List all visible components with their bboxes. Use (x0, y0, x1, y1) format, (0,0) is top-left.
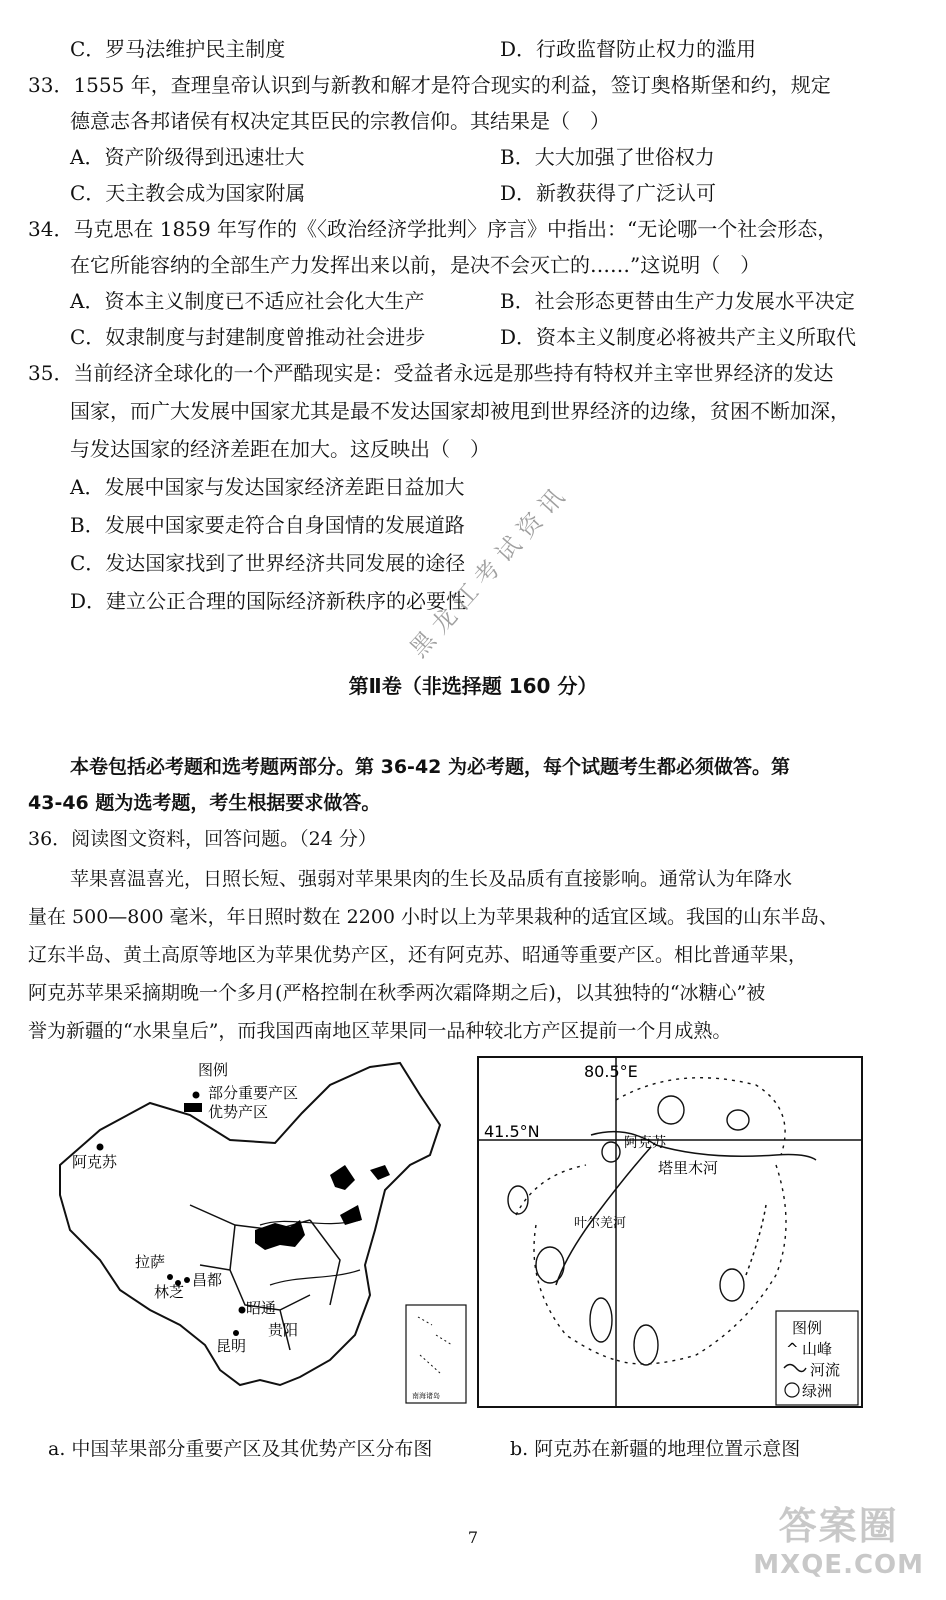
label-nyingchi: 林芝 (154, 1283, 185, 1301)
south-china-sea-inset (406, 1305, 466, 1403)
q33-stem-line1: 33．1555 年，查理皇帝认识到与新教和解才是符合现实的利益，签订奥格斯堡和约，规定 (28, 73, 831, 97)
q33-option-c: C．天主教会成为国家附属 (70, 181, 306, 205)
map-a-legend-area: 优势产区 (208, 1103, 269, 1121)
q33-option-a: A．资产阶级得到迅速壮大 (70, 145, 305, 169)
q36-para-line1: 苹果喜温喜光，日照长短、强弱对苹果果肉的生长及品质有直接影响。通常认为年降水 (70, 868, 793, 890)
q35-option-c: C．发达国家找到了世界经济共同发展的途径 (70, 551, 466, 575)
q34-stem-line1: 34．马克思在 1859 年写作的《〈政治经济学批判〉序言》中指出：“无论哪一个社会形态， (28, 217, 838, 241)
q34-option-d: D．资本主义制度必将被共产主义所取代 (500, 325, 857, 349)
dominant-region-shandong (330, 1165, 390, 1225)
latitude-label: 41.5°N (484, 1122, 540, 1141)
inset-label: 南海诸岛 (412, 1392, 440, 1400)
map-a-legend-title: 图例 (198, 1061, 229, 1079)
q36-para-line2: 量在 500—800 毫米，年日照时数在 2200 小时以上为苹果栽种的适宜区域。我国的山东半岛、 (28, 906, 839, 928)
q35-stem-line2: 国家，而广大发展中国家尤其是最不发达国家却被甩到世界经济的边缘，贫困不断加深， (70, 399, 850, 423)
label-tarim-river: 塔里木河 (658, 1159, 719, 1177)
q34-option-b: B．社会形态更替由生产力发展水平决定 (500, 289, 855, 313)
label-aksu: 阿克苏 (72, 1153, 118, 1171)
aksu-location-map (476, 1055, 866, 1411)
q36-para-line3: 辽东半岛、黄土高原等地区为苹果优势产区，还有阿克苏、昭通等重要产区。相比普通苹果， (28, 944, 808, 966)
q34-stem-line2: 在它所能容纳的全部生产力发挥出来以前，是决不会灭亡的……”这说明（ ） (70, 253, 761, 277)
oasis (590, 1298, 612, 1342)
q33-option-b: B．大大加强了世俗权力 (500, 145, 715, 169)
map-b-legend-peak: 山峰 (802, 1340, 833, 1358)
brand-watermark (753, 1495, 924, 1580)
section-title: 第Ⅱ卷（非选择题 160 分） (348, 674, 598, 698)
oasis (720, 1269, 744, 1301)
section-intro-line1: 本卷包括必考题和选考题两部分。第 36-42 为必考题，每个试题考生都必须做答。第 (70, 756, 790, 778)
legend-point-symbol (193, 1092, 200, 1099)
q36-para-line5: 誉为新疆的“水果皇后”，而我国西南地区苹果同一品种较北方产区提前一个月成熟。 (28, 1020, 732, 1042)
peak-icon: ^ (786, 1340, 799, 1358)
map-b-legend-river: 河流 (810, 1361, 841, 1379)
q35-stem-line3: 与发达国家的经济差距在加大。这反映出（ ） (70, 437, 490, 461)
label-zhaotong: 昭通 (246, 1299, 277, 1317)
label-yarkand-river: 叶尔羌河 (574, 1216, 627, 1231)
legend-area-symbol (184, 1103, 202, 1112)
q35-stem-line1: 35．当前经济全球化的一个严酷现实是：受益者永远是那些持有特权并主宰世界经济的发达 (28, 361, 834, 385)
q36-para-line4: 阿克苏苹果采摘期晚一个多月(严格控制在秋季两次霜降期之后)，以其独特的“冰糖心”被 (28, 982, 766, 1004)
q34-option-a: A．资本主义制度已不适应社会化大生产 (70, 289, 425, 313)
longitude-label: 80.5°E (584, 1062, 638, 1081)
map-a-legend-point: 部分重要产区 (208, 1084, 299, 1102)
dashed-river (746, 1205, 766, 1275)
brand-name: 答案圈 (778, 1504, 899, 1548)
q32-option-d: D．行政监督防止权力的滥用 (500, 37, 757, 61)
q35-option-a: A．发展中国家与发达国家经济差距日益加大 (70, 475, 465, 499)
map-a-caption: a. 中国苹果部分重要产区及其优势产区分布图 (48, 1438, 433, 1460)
oasis (658, 1096, 684, 1124)
label-lhasa: 拉萨 (135, 1253, 166, 1271)
china-apple-map (40, 1055, 480, 1415)
section-intro-line2: 43-46 题为选考题，考生根据要求做答。 (28, 792, 381, 814)
label-guiyang: 贵阳 (268, 1321, 299, 1339)
oasis (536, 1247, 564, 1283)
watermark-text: 黑龙江考试资讯 (404, 477, 576, 663)
q36-stem: 36．阅读图文资料，回答问题。（24 分） (28, 828, 377, 850)
city-dot (233, 1330, 239, 1336)
city-dot (167, 1274, 173, 1280)
oasis (602, 1142, 620, 1162)
map-b-legend-title: 图例 (792, 1319, 823, 1337)
city-dot (184, 1277, 190, 1283)
page-number: 7 (467, 1528, 479, 1547)
q33-stem-line2: 德意志各邦诸侯有权决定其臣民的宗教信仰。其结果是（ ） (70, 109, 610, 133)
map-b-legend-oasis: 绿洲 (802, 1382, 833, 1400)
oasis (727, 1110, 749, 1130)
label-aksu-b: 阿克苏 (624, 1135, 666, 1151)
oasis (634, 1325, 658, 1365)
q32-option-c: C．罗马法维护民主制度 (70, 37, 286, 61)
q34-option-c: C．奴隶制度与封建制度曾推动社会进步 (70, 325, 426, 349)
label-kunming: 昆明 (216, 1337, 247, 1355)
brand-url: MXQE.COM (753, 1550, 924, 1580)
q35-option-d: D．建立公正合理的国际经济新秩序的必要性 (70, 589, 467, 613)
label-qamdo: 昌都 (192, 1271, 223, 1289)
map-b-caption: b. 阿克苏在新疆的地理位置示意图 (510, 1438, 801, 1460)
q33-option-d: D．新教获得了广泛认可 (500, 181, 717, 205)
q35-option-b: B．发展中国家要走符合自身国情的发展道路 (70, 513, 465, 537)
mountain-ranges (516, 1078, 786, 1364)
city-dot (97, 1144, 104, 1151)
city-dot (239, 1307, 246, 1314)
